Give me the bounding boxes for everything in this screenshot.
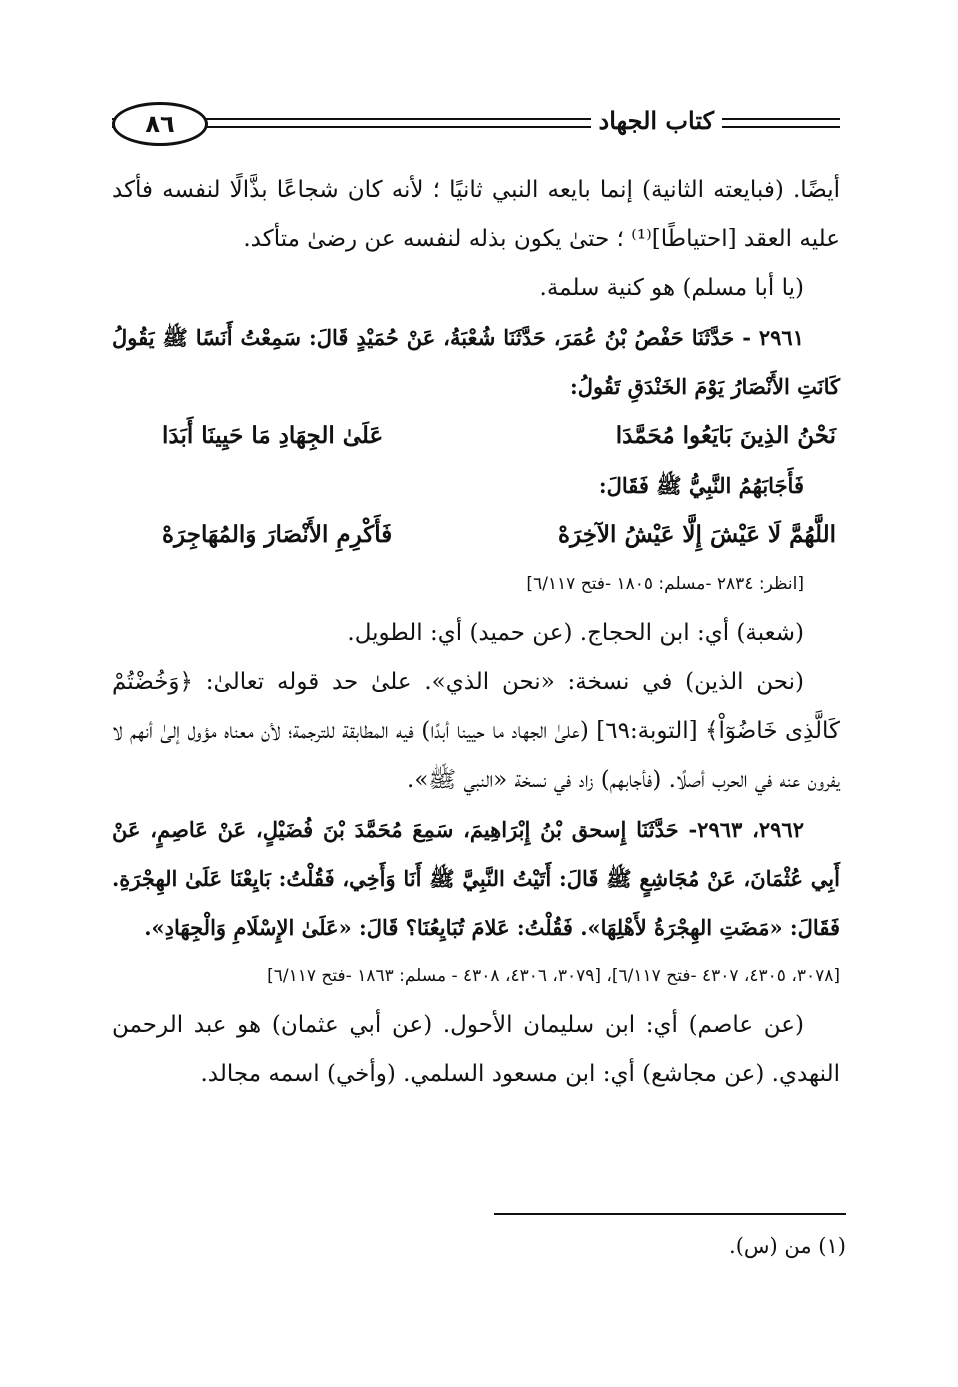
hadith-reply: فَأَجَابَهُمُ النَّبِيُّ ﷺ فَقَالَ: <box>598 473 804 498</box>
commentary: (شعبة) أي: ابن الحجاج. (عن حميد) أي: الطويل. <box>347 620 804 646</box>
hadith-reference: [انظر: ٢٨٣٤ -مسلم: ١٨٠٥ -فتح ٦/١١٧] <box>526 574 804 594</box>
hadith-2962: ٢٩٦٢، ٢٩٦٣- حَدَّثَنَا إِسحق بْنُ إِبْرَاهِيمَ، سَمِعَ مُحَمَّدَ بْنَ فُضَيْلٍ، عَنْ عَاصِمٍ، عَنْ أَبِي عُثْمَانَ، عَنْ مُجَاشِعٍ ﷺ قَالَ: أَتَيْتُ النَّبِيَّ ﷺ أَنَا وَأَخِي، فَقُلْتُ: بَايِعْنَا عَلَىٰ الهِجْرَةِ. فَقَالَ: «مَضَتِ الهِجْرَةُ لأَهْلِهَا». فَقُلْتُ: عَلامَ تُبَايِعُنَا؟ قَالَ: «عَلَىٰ الإِسْلَامِ وَالْجِهَادِ». <box>112 817 840 940</box>
page-number: ٨٦ <box>145 110 175 138</box>
book-title: كتاب الجهاد <box>591 106 722 135</box>
commentary: (نحن الذين) في نسخة: «نحن الذي». علىٰ حد قوله تعالىٰ: ﴿وَخُضْتُمْ كَالَّذِى خَاضُوٓاْ﴾ [التوبة:٦٩] (علىٰ الجهاد ما حيينا أبدًا) فيه المطابقة للترجمة؛ لأن معناه مؤول إلىٰ أنهم لا يفرون عنه في الحرب أصلًا. (فأجابهم) زاد في نسخة «النبي ﷺ». <box>112 669 840 793</box>
header-rule <box>112 118 840 120</box>
page-header <box>112 100 840 152</box>
header-rule <box>112 126 840 128</box>
poem-hemistich: اللَّهُمَّ لَا عَيْشَ إِلَّا عَيْشُ الآخِرَهْ <box>557 521 836 548</box>
commentary: (عن عاصم) أي: ابن سليمان الأحول. (عن أبي عثمان) هو عبد الرحمن النهدي. (عن مجاشع) أي: ابن مسعود السلمي. (وأخي) اسمه مجالد. <box>112 1012 840 1087</box>
page-body <box>112 166 840 1099</box>
paragraph: أيضًا. (فبايعته الثانية) إنما بايعه النبي ثانيًا ؛ لأنه كان شجاعًا بذَّالًا لنفسه فأكد عليه العقد [احتياطًا]⁽¹⁾ ؛ حتىٰ يكون بذله لنفسه عن رضىٰ متأكد. <box>112 177 840 252</box>
footnote-separator <box>494 1213 846 1215</box>
footnote: (١) من (س). <box>729 1234 846 1258</box>
hadith-2961: ٢٩٦١ - حَدَّثَنَا حَفْصُ بْنُ عُمَرَ، حَدَّثَنَا شُعْبَةُ، عَنْ حُمَيْدٍ قَالَ: سَمِعْتُ أَنَسًا ﷺ يَقُولُ كَانَتِ الأَنْصَارُ يَوْمَ الخَنْدَقِ تَقُولُ: <box>112 325 840 399</box>
page-number-badge <box>112 102 208 146</box>
poem-hemistich: عَلَىٰ الجِهَادِ مَا حَيِينَا أَبَدَا <box>162 422 384 449</box>
hadith-reference: [٣٠٧٨، ٤٣٠٥، ٤٣٠٧ -فتح ٦/١١٧]، [٣٠٧٩، ٤٣٠٦، ٤٣٠٨ - مسلم: ١٨٦٣ -فتح ٦/١١٧] <box>267 966 840 986</box>
poem-line <box>112 411 840 461</box>
poem-hemistich: نَحْنُ الذِينَ بَايَعُوا مُحَمَّدَا <box>615 422 836 449</box>
paragraph: (يا أبا مسلم) هو كنية سلمة. <box>539 275 804 301</box>
poem-line <box>112 510 840 560</box>
poem-hemistich: فَأَكْرِمِ الأَنْصَارَ وَالمُهَاجِرَهْ <box>162 521 393 548</box>
